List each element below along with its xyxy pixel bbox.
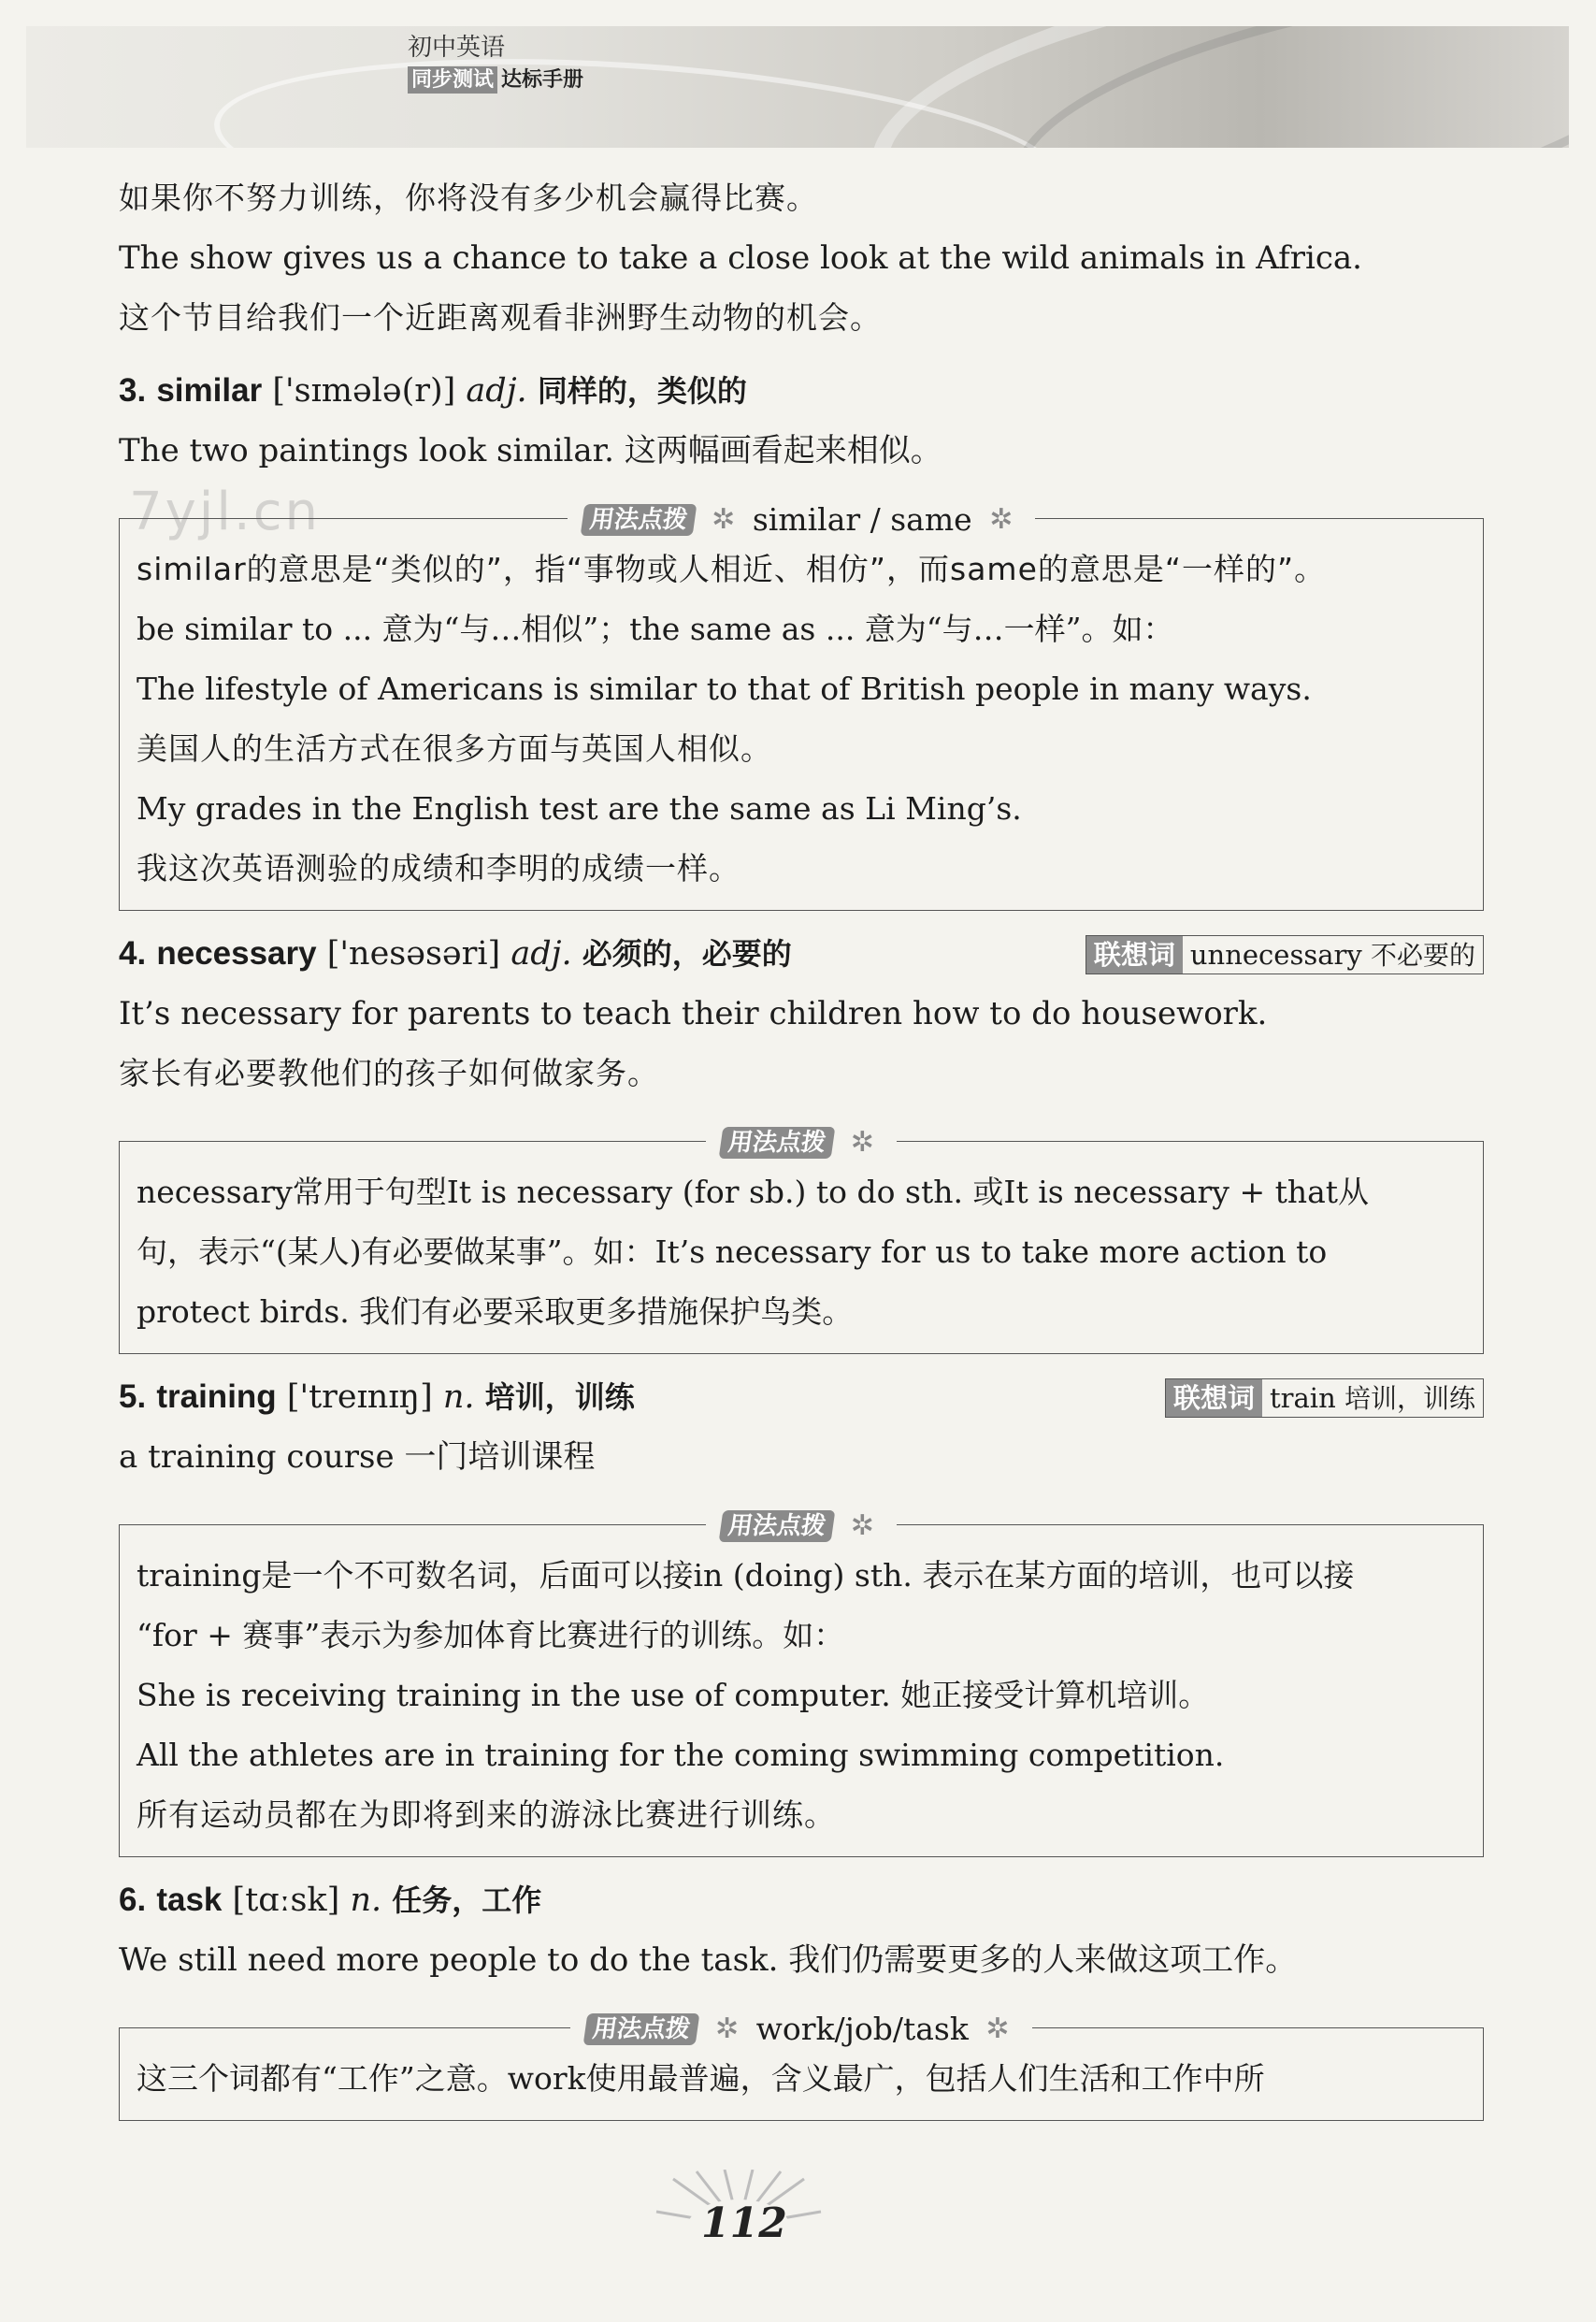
usage-tip-title (120, 495, 1483, 541)
tip-line: All the athletes are in training for the coming swimming competition. (137, 1737, 1225, 1773)
associated-word: unnecessary 不必要的 (1183, 936, 1483, 974)
entry-phonetic: ['sɪmələ(r)] (272, 372, 456, 410)
intro-line: The show gives us a chance to take a close look at the wild animals in Africa. (119, 239, 1362, 277)
usage-tip-label: 用法点拨 (719, 1510, 836, 1542)
tip-line: The lifestyle of Americans is similar to that of British people in many ways. (137, 671, 1312, 707)
entry-phonetic: ['nesəsəri] (326, 935, 501, 973)
entry-number: 3. (119, 372, 147, 409)
entry-meaning: 任务，工作 (392, 1882, 542, 1918)
entry-word: training (156, 1378, 277, 1415)
entry-number: 6. (119, 1882, 147, 1918)
usage-tip-title (120, 2004, 1483, 2051)
associated-word-label: 联想词 (1086, 936, 1183, 974)
vocab-entry-similar (119, 361, 1484, 421)
usage-tip-label: 用法点拨 (583, 2013, 700, 2045)
entry-number: 5. (119, 1378, 147, 1415)
example-line: It’s necessary for parents to teach their children how to do housework. (119, 995, 1268, 1032)
associated-word-label: 联想词 (1166, 1379, 1262, 1417)
tip-line: 美国人的生活方式在很多方面与英国人相似。 (137, 730, 772, 767)
usage-tip-words: similar / same (752, 501, 972, 538)
tip-line: training是一个不可数名词，后面可以接in (doing) sth. 表示在某方面的培训，也可以接 (137, 1557, 1355, 1594)
tip-line: 这三个词都有“工作”之意。work使用最普遍，含义最广，包括人们生活和工作中所 (137, 2060, 1265, 2097)
example-line: 家长有必要教他们的孩子如何做家务。 (119, 1055, 659, 1091)
entry-word: necessary (156, 935, 317, 972)
entry-pos: adj. (466, 372, 527, 410)
page-header (26, 26, 1569, 148)
usage-tip-label: 用法点拨 (580, 504, 697, 536)
vocab-entry-training (119, 1367, 1484, 1427)
usage-tip-label: 用法点拨 (719, 1127, 836, 1159)
entry-pos: n. (350, 1882, 382, 1919)
example-line: The two paintings look similar. 这两幅画看起来相似。 (119, 432, 942, 469)
usage-tip-box (119, 2011, 1484, 2121)
entry-meaning: 培训，训练 (484, 1379, 635, 1415)
series-title: 初中英语 (408, 34, 506, 62)
associated-word-box (1165, 1378, 1484, 1418)
usage-tip-title (120, 1501, 1483, 1548)
snowflake-icon: ✲ (850, 1126, 874, 1159)
page-number: 112 (701, 2199, 787, 2247)
entry-phonetic: ['treɪnɪŋ] (286, 1378, 433, 1416)
entry-pos: adj. (510, 935, 572, 973)
page-content (119, 168, 1484, 2130)
entry-pos: n. (442, 1378, 475, 1416)
intro-line: 如果你不努力训练，你将没有多少机会赢得比赛。 (119, 180, 818, 216)
book-title (408, 64, 583, 93)
tip-line: protect birds. 我们有必要采取更多措施保护鸟类。 (137, 1293, 854, 1330)
tip-line: necessary常用于句型It is necessary (for sb.) to do sth. 或It is necessary + that从 (137, 1174, 1370, 1210)
example-line: a training course 一门培训课程 (119, 1438, 596, 1476)
snowflake-icon: ✲ (712, 503, 736, 536)
associated-word-box (1086, 935, 1484, 974)
snowflake-icon: ✲ (989, 503, 1014, 536)
watermark: 7yjl.cn (129, 482, 321, 542)
entry-meaning: 同样的，类似的 (537, 373, 747, 409)
tip-line: similar的意思是“类似的”，指“事物或人相近、相仿”，而same的意思是“一样的”。 (137, 551, 1327, 587)
snowflake-icon: ✲ (985, 2012, 1010, 2045)
tip-line: be similar to ... 意为“与…相似”；the same as ... 意为“与…一样”。如： (137, 611, 1174, 647)
tip-line: 句，表示“(某人)有必要做某事”。如：It’s necessary for us to take more action to (137, 1233, 1328, 1270)
tip-line: “for + 赛事”表示为参加体育比赛进行的训练。如： (137, 1617, 845, 1653)
tip-line: 所有运动员都在为即将到来的游泳比赛进行训练。 (137, 1796, 836, 1833)
usage-tip-words: work/job/task (755, 2011, 969, 2047)
book-title-text: 达标手册 (501, 68, 584, 92)
tip-line: 我这次英语测验的成绩和李明的成绩一样。 (137, 850, 740, 887)
tip-line: My grades in the English test are the same as Li Ming’s. (137, 790, 1022, 827)
entry-word: similar (156, 372, 263, 409)
snowflake-icon: ✲ (715, 2012, 740, 2045)
book-title-highlight: 同步测试 (408, 66, 497, 94)
example-line: We still need more people to do the task. 我们仍需要更多的人来做这项工作。 (119, 1941, 1298, 1979)
page-footer (0, 2170, 1596, 2282)
entry-meaning: 必须的，必要的 (582, 936, 792, 972)
tip-line: She is receiving training in the use of computer. 她正接受计算机培训。 (137, 1677, 1210, 1713)
usage-tip-box (119, 1509, 1484, 1857)
associated-word: train 培训，训练 (1262, 1379, 1483, 1417)
vocab-entry-necessary (119, 924, 1484, 984)
entry-number: 4. (119, 935, 147, 972)
vocab-entry-task (119, 1870, 1484, 1930)
usage-tip-box (119, 1126, 1484, 1354)
snowflake-icon: ✲ (850, 1509, 874, 1542)
usage-tip-title (120, 1118, 1483, 1164)
intro-line: 这个节目给我们一个近距离观看非洲野生动物的机会。 (119, 299, 882, 336)
entry-word: task (156, 1882, 223, 1918)
entry-phonetic: [tɑːsk] (232, 1882, 340, 1919)
